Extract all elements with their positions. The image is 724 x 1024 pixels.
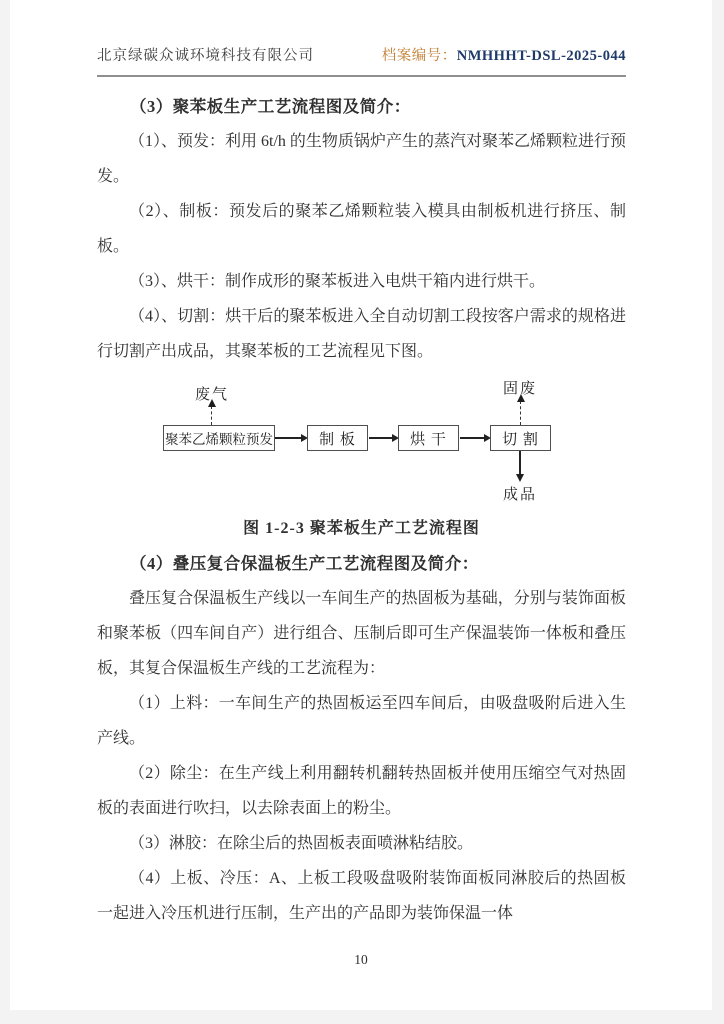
page-footer (10, 952, 712, 968)
section4-paragraph-4: （3）淋胶：在除尘后的热固板表面喷淋粘结胶。 (129, 835, 474, 852)
flow-box-cut: 切 割 (490, 425, 551, 451)
figure-caption: 图 1-2-3 聚苯板生产工艺流程图 (243, 520, 480, 537)
flow-box-prefoam: 聚苯乙烯颗粒预发 (163, 425, 275, 451)
section4-paragraph-1: 叠压复合保温板生产线以一车间生产的热固板为基础，分别与装饰面板和聚苯板（四车间自产）进行组合、压制后即可生产保温装饰一体板和叠压板，其复合保温板生产线的工艺流程为： (97, 590, 626, 677)
right-arrow-icon (369, 437, 393, 439)
section3-paragraph-2: （2）、制板：预发后的聚苯乙烯颗粒装入模具由制板机进行挤压、制板。 (97, 203, 626, 255)
flow-label-waste-gas: 废气 (195, 387, 230, 403)
section3-paragraph-3: （3）、烘干：制作成形的聚苯板进入电烘干箱内进行烘干。 (129, 273, 546, 290)
section4-heading: （4）叠压复合保温板生产工艺流程图及简介： (130, 554, 479, 573)
down-arrow-icon (519, 451, 521, 475)
archive-number: NMHHHT-DSL-2025-044 (456, 48, 626, 64)
flow-label-solid-waste: 固废 (503, 381, 538, 397)
section4-paragraph-5: （4）上板、冷压：A、上板工段吸盘吸附装饰面板同淋胶后的热固板一起进入冷压机进行压制，生产出的产品即为装饰保温一体 (97, 870, 626, 922)
section3-heading: （3）聚苯板生产工艺流程图及简介： (130, 97, 411, 116)
section4-paragraph-2: （1）上料：一车间生产的热固板运至四车间后，由吸盘吸附后进入生产线。 (97, 695, 626, 747)
dashed-up-arrow-icon (211, 406, 212, 425)
dashed-up-arrow-icon (520, 401, 521, 425)
right-arrow-icon (275, 437, 302, 439)
flow-box-board: 制 板 (307, 425, 368, 451)
section3-paragraph-4: （4）、切割：烘干后的聚苯板进入全自动切割工段按客户需求的规格进行切割产出成品，其聚苯板的工艺流程见下图。 (97, 308, 626, 360)
page-header (97, 0, 626, 77)
section3-paragraph-1: （1）、预发：利用 6t/h 的生物质锅炉产生的蒸汽对聚苯乙烯颗粒进行预发。 (97, 133, 626, 185)
flow-box-dry: 烘 干 (398, 425, 459, 451)
page-number: 10 (354, 952, 368, 967)
document-page (10, 0, 712, 1010)
archive-label: 档案编号： (381, 48, 457, 64)
company-name: 北京绿碳众诚环境科技有限公司 (97, 48, 314, 64)
document-body (97, 77, 626, 931)
right-arrow-icon (460, 437, 485, 439)
section4-paragraph-3: （2）除尘：在生产线上利用翻转机翻转热固板并使用压缩空气对热固板的表面进行吹扫，以去除表面上的粉尘。 (97, 765, 626, 817)
process-flow-diagram (97, 379, 626, 507)
archive-number-field (382, 44, 626, 65)
flow-label-product: 成品 (503, 487, 538, 503)
